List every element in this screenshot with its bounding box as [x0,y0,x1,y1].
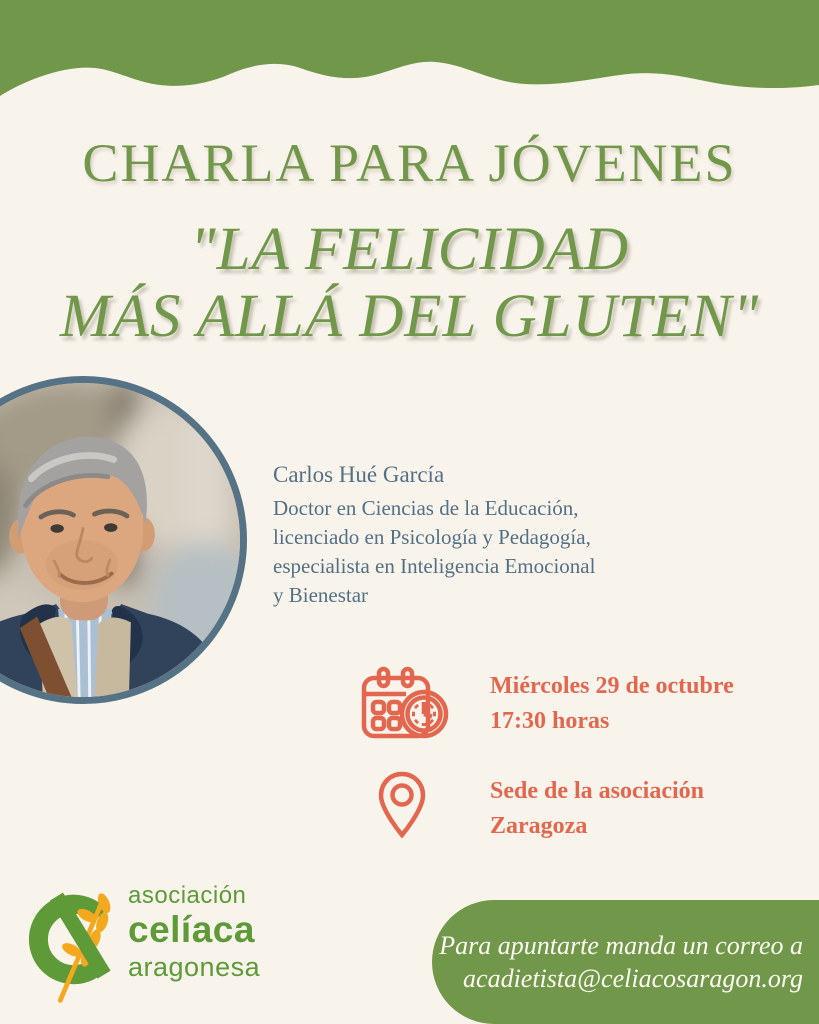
wheat-no-gluten-icon [26,884,126,1012]
event-date: Miércoles 29 de octubre [490,673,734,699]
speaker-photo [0,376,247,704]
speaker-bio-line: especialista en Inteligencia Emocional [273,554,596,578]
cta-banner [432,900,819,1024]
logo-line-asociacion: asociación [128,882,247,909]
speaker-bio [273,494,595,610]
cta-email: acadietista@celiacosaragon.org [463,964,803,993]
speaker-portrait-image [0,383,240,697]
event-time: 17:30 horas [490,708,610,734]
speaker-bio-line: y Bienestar [273,583,369,607]
speaker-info [273,460,595,610]
location-pin-icon [378,771,426,839]
speaker-bio-line: licenciado en Psicología y Pedagogía, [273,525,591,549]
event-datetime [490,669,734,739]
event-city: Zaragoza [490,813,588,839]
calendar-clock-icon [360,666,452,740]
event-location [490,774,704,844]
talk-title-quote [0,216,819,350]
wave-header [0,0,819,110]
org-logo-text [128,884,260,981]
logo-line-celiaca: celíaca [128,909,255,950]
speaker-bio-line: Doctor en Ciencias de la Educación, [273,496,579,520]
speaker-name: Carlos Hué García [273,462,445,487]
quote-line-2: MÁS ALLÁ DEL GLUTEN" [59,283,760,350]
cta-text: Para apuntarte manda un correo a [439,931,803,960]
page-title: CHARLA PARA JÓVENES [82,133,737,193]
quote-line-1: "LA FELICIDAD [189,216,630,283]
logo-line-aragonesa: aragonesa [128,952,261,982]
event-venue: Sede de la asociación [490,778,704,804]
